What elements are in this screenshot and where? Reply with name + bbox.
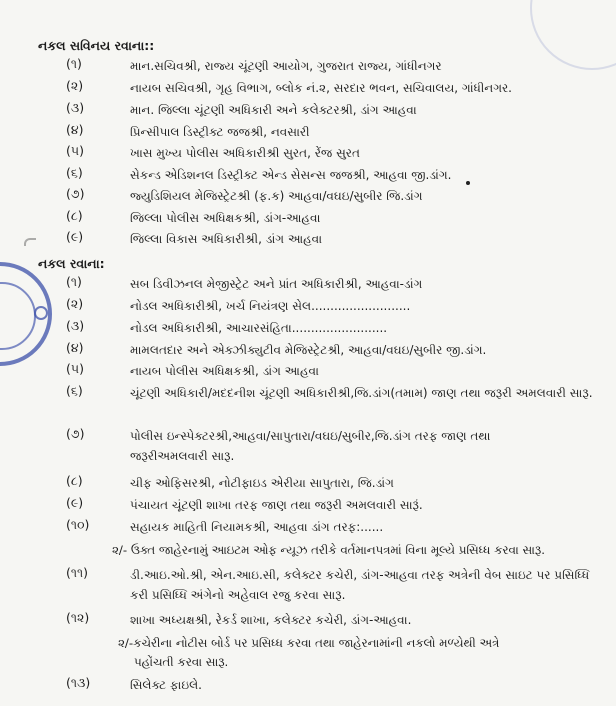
item-number: (૩) (66, 318, 85, 333)
item-text: સહાયક માહિતી નિયામકશ્રી, આહવા ડાંગ તરફ:...... (130, 520, 384, 534)
item-number: (૮) (66, 208, 83, 223)
item-text: ડી.આઇ.ઓ.શ્રી, એન.આઇ.સી, કલેક્ટર કચેરી, ડાંગ-આહવા તરફ અત્રેની વેબ સાઇટ પર પ્રસિધ્ધિ કરી પ્રસિધ્ધિ અંગેનો અહેવાલ રજુ કરવા સારૂ. (130, 568, 590, 602)
item-text: પ્રિન્સીપાલ ડિસ્ટ્રીક્ટ જજશ્રી, નવસારી (130, 125, 310, 139)
item-text: નોડલ અધિકારીશ્રી, આચારસંહિતા......................... (130, 321, 388, 335)
item-number: (૫) (66, 143, 84, 158)
item-number: (૧૧) (66, 565, 89, 580)
item-text: જિલ્લા પોલીસ અધિક્ષકશ્રી, ડાંગ-આહવા (130, 211, 321, 225)
item-12-note-line-2: પહોંચતી કરવા સારૂ. (134, 655, 229, 669)
item-text: નાયબ પોલીસ અધિક્ષકશ્રી, ડાંગ આહવા (130, 364, 319, 378)
item-number: (૭) (66, 426, 85, 441)
item-number: (૧૩) (66, 675, 91, 690)
item-number: (૪) (66, 340, 84, 355)
item-10-note: ૨/- ઉક્ત જાહેરનામું આઇટમ ઓફ ન્યૂઝ તરીકે વર્તમાનપત્રમાં વિના મૂલ્યે પ્રસિધ્ધ કરવા સારૂ. (112, 543, 545, 557)
section-heading-2: નકલ રવાના: (38, 256, 105, 271)
item-number: (૪) (66, 122, 84, 137)
item-number: (૬) (66, 165, 83, 180)
item-number: (૯) (66, 495, 84, 510)
item-text: ચીફ ઓફિસરશ્રી, નોટીફાઇડ એરીયા સાપુતારા, જિ.ડાંગ (130, 476, 394, 490)
item-text: મામલતદાર અને એક્ઝીક્યુટીવ મેજિસ્ટ્રેટશ્રી, આહવા/વઘઇ/સુબીર જી.ડાંગ. (130, 343, 487, 357)
item-text: પંચાયત ચૂંટણી શાખા તરફ જાણ તથા જરૂરી અમલવારી સારૂં. (130, 498, 423, 512)
item-text: સેકન્ડ એડિશનલ ડિસ્ટ્રીક્ટ એન્ડ સેસન્સ જજશ્રી, આહવા જી.ડાંગ. (130, 168, 452, 182)
item-text: શાખા અધ્યક્ષશ્રી, રેકર્ડ શાખા, કલેક્ટર કચેરી, ડાંગ-આહવા. (130, 613, 412, 627)
item-number: (૮) (66, 473, 83, 488)
item-text: સબ ડિવીઝનલ મેજીસ્ટ્રેટ અને પ્રાંત અધિકારીશ્રી, આહવા-ડાંગ (130, 277, 423, 291)
item-number: (૧૦) (66, 517, 90, 532)
item-12-note-line-1: ૨/-કચેરીના નોટીસ બોર્ડ પર પ્રસિધ્ધ કરવા તથા જાહેરનામાંની નકલો મળ્યેથી અત્રે (118, 636, 500, 650)
ink-mark (24, 238, 36, 246)
item-text: માન. જિલ્લા ચૂંટણી અધિકારી અને કલેક્ટરશ્રી, ડાંગ આહવા (130, 103, 417, 117)
item-number: (૧) (66, 274, 82, 289)
item-number: (૬) (66, 383, 83, 398)
item-text: નોડલ અધિકારીશ્રી, ખર્ચ નિયંત્રણ સેલ.......................... (130, 299, 411, 313)
item-number: (૧) (66, 56, 82, 71)
item-text: માન.સચિવશ્રી, રાજ્ય ચૂંટણી આયોગ, ગુજરાત રાજ્ય, ગાંધીનગર (130, 59, 442, 73)
item-text: સિલેક્ટ ફાઇલે. (130, 678, 202, 692)
item-number: (૫) (66, 361, 84, 376)
office-seal-left (0, 262, 52, 366)
item-number: (૩) (66, 100, 85, 115)
item-text: જ્યુડિશિયલ મેજિસ્ટ્રેટશ્રી (ફ.ક) આહવા/વઘઇ/સુબીર જિ.ડાંગ (130, 189, 423, 203)
item-text: જિલ્લા વિકાસ અધિકારીશ્રી, ડાંગ આહવા (130, 232, 323, 246)
item-number: (૨) (66, 296, 84, 311)
item-text: પોલીસ ઇન્સ્પેક્ટરશ્રી,આહવા/સાપુતારા/વઘઇ/સુબીર,જિ.ડાંગ તરફ જાણ તથા જરૂરીઅમલવારી સારૂ. (130, 429, 491, 463)
section-heading-1: નકલ સવિનય રવાના:: (38, 38, 155, 53)
item-number: (૧૨) (66, 610, 90, 625)
item-text: ખાસ મુખ્ય પોલીસ અધિકારીશ્રી સુરત, રેંજ સુરત (130, 146, 360, 160)
item-number: (૯) (66, 229, 84, 244)
item-number: (૨) (66, 78, 84, 93)
item-text: ચૂંટણી અધિકારી/મદદનીશ ચૂંટણી અધિકારીશ્રી,જિ.ડાંગ(તમામ) જાણ તથા જરૂરી અમલવારી સારૂ. (130, 386, 593, 400)
item-text: નાયબ સચિવશ્રી, ગૃહ વિભાગ, બ્લોક નં.૨, સરદાર ભવન, સચિવાલય, ગાંધીનગર. (130, 81, 512, 95)
item-number: (૭) (66, 186, 85, 201)
